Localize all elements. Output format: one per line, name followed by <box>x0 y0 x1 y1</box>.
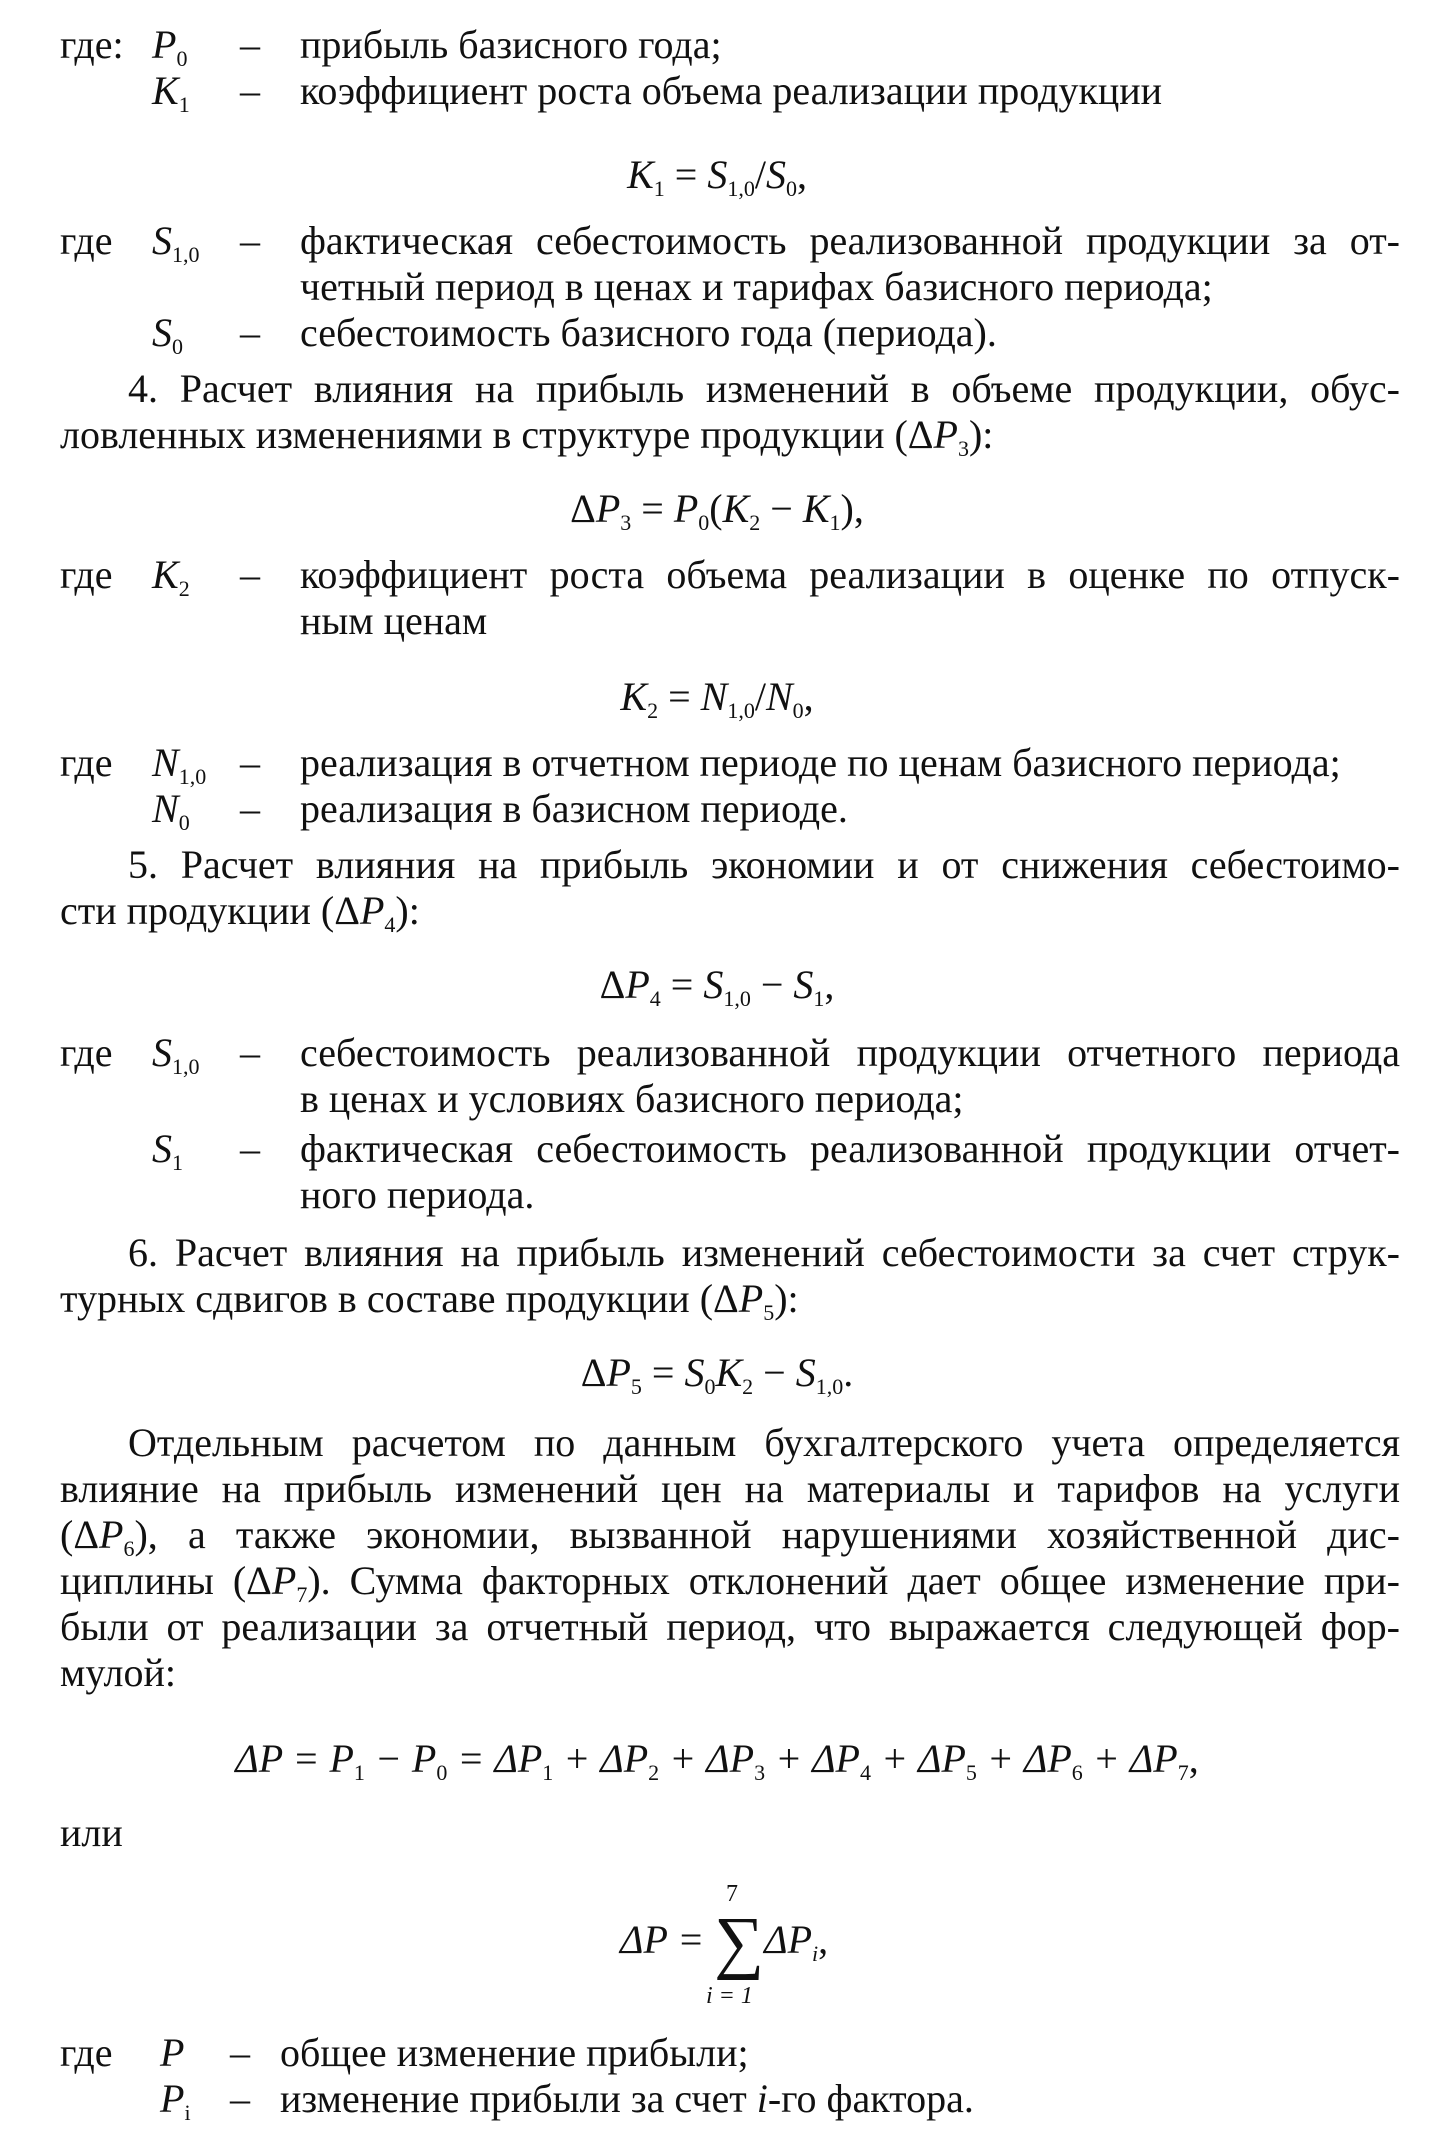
def-lead: где <box>60 1030 113 1075</box>
def-text: в ценах и условиях базисного периода; <box>300 1076 964 1121</box>
para-4-line1: 4. Расчет влияния на прибыль изменений в объеме продукции, обус- <box>128 366 1400 411</box>
def-text: прибыль базисного года; <box>300 22 722 67</box>
dash: – <box>240 1030 260 1075</box>
para-7-line3: $(\Delta P_6)$, а также экономии, вызванной нарушениями хозяйственной дис- <box>60 1512 1400 1561</box>
para-5-line1: 5. Расчет влияния на прибыль экономии и от снижения себестоимо- <box>128 842 1400 887</box>
symbol: $P_0$ <box>152 22 188 71</box>
para-7-line4: циплины $(\Delta P_7)$. Сумма факторных отклонений дает общее изменение при- <box>60 1558 1400 1607</box>
symbol: $S_{1,0}$ <box>152 1030 200 1079</box>
para-7-line5: были от реализации за отчетный период, что выражается следующей фор- <box>60 1604 1400 1649</box>
def-text: фактическая себестоимость реализованной продукции за от- <box>300 218 1400 263</box>
def-text: четный период в ценах и тарифах базисного периода; <box>300 264 1213 309</box>
def-text: себестоимость базисного года (периода). <box>300 310 997 355</box>
para-5-line2: сти продукции $(\Delta P_4)$: <box>60 888 420 937</box>
sum-upper-limit: 7 <box>726 1881 738 1907</box>
para-7-line1: Отдельным расчетом по данным бухгалтерского учета определяется <box>128 1420 1400 1465</box>
dash: – <box>240 552 260 597</box>
symbol: $N_0$ <box>152 786 190 835</box>
dash: – <box>240 740 260 785</box>
para-7-line2: влияние на прибыль изменений цен на материалы и тарифов на услуги <box>60 1466 1400 1511</box>
para-4-line2: ловленных изменениями в структуре продукции $(\Delta P_3)$: <box>60 412 994 461</box>
sum-expression: $\Delta P = \sum\Delta P_i$, <box>620 1904 829 1981</box>
def-text: ного периода. <box>300 1172 535 1217</box>
para-6-line1: 6. Расчет влияния на прибыль изменений себестоимости за счет струк- <box>128 1230 1400 1275</box>
para-6-line2: турных сдвигов в составе продукции $(\Delta P_5)$: <box>60 1276 799 1325</box>
formula-dp3: $\Delta P_3 = P_0(K_2 - K_1)$, <box>570 486 864 535</box>
symbol: $N_{1,0}$ <box>152 740 207 789</box>
sum-lower-limit: i = 1 <box>706 1983 753 2009</box>
def-text: изменение прибыли за счет i-го фактора. <box>280 2076 974 2121</box>
dash: – <box>240 310 260 355</box>
dash: – <box>240 218 260 263</box>
dash: – <box>240 68 260 113</box>
formula-dp4: $\Delta P_4 = S_{1,0} - S_1$, <box>599 962 835 1011</box>
dash: – <box>230 2076 250 2121</box>
formula-k2: $K_2 = N_{1,0}/N_0$, <box>620 674 814 723</box>
def-lead: где <box>60 218 113 263</box>
symbol: $P_i$ <box>160 2076 191 2125</box>
formula-k1: $K_1 = S_{1,0}/S_0$, <box>627 152 807 201</box>
def-text: общее изменение прибыли; <box>280 2030 749 2075</box>
or-word: или <box>60 1810 123 1855</box>
def-lead: где: <box>60 22 124 67</box>
formula-total: $\Delta P = P_1 - P_0 = \Delta P_1 + \Delta P_2 + \Delta P_3 + \Delta P_4 + \Delta P_5 + \Delta P_6 + \Delta P_7$, <box>235 1736 1199 1785</box>
def-text: коэффициент роста объема реализации в оценке по отпуск- <box>300 552 1400 597</box>
symbol: $S_1$ <box>152 1126 183 1175</box>
formula-sum <box>0 1880 1434 2020</box>
dash: – <box>240 786 260 831</box>
symbol: $K_1$ <box>152 68 190 117</box>
def-text: ным ценам <box>300 598 488 643</box>
def-lead: где <box>60 2030 113 2075</box>
def-lead: где <box>60 552 113 597</box>
dash: – <box>240 22 260 67</box>
def-text: реализация в базисном периоде. <box>300 786 848 831</box>
symbol: P <box>160 2030 185 2075</box>
dash: – <box>240 1126 260 1171</box>
def-text: реализация в отчетном периоде по ценам базисного периода; <box>300 740 1341 785</box>
def-text: себестоимость реализованной продукции отчетного периода <box>300 1030 1400 1075</box>
symbol: $S_{1,0}$ <box>152 218 200 267</box>
para-7-line6: мулой: <box>60 1650 177 1695</box>
def-text: коэффициент роста объема реализации продукции <box>300 68 1163 113</box>
formula-dp5: $\Delta P_5 = S_0K_2 - S_{1,0}$. <box>580 1350 854 1399</box>
dash: – <box>230 2030 250 2075</box>
def-lead: где <box>60 740 113 785</box>
def-text: фактическая себестоимость реализованной продукции отчет- <box>300 1126 1400 1171</box>
symbol: $S_0$ <box>152 310 183 359</box>
symbol: $K_2$ <box>152 552 190 601</box>
